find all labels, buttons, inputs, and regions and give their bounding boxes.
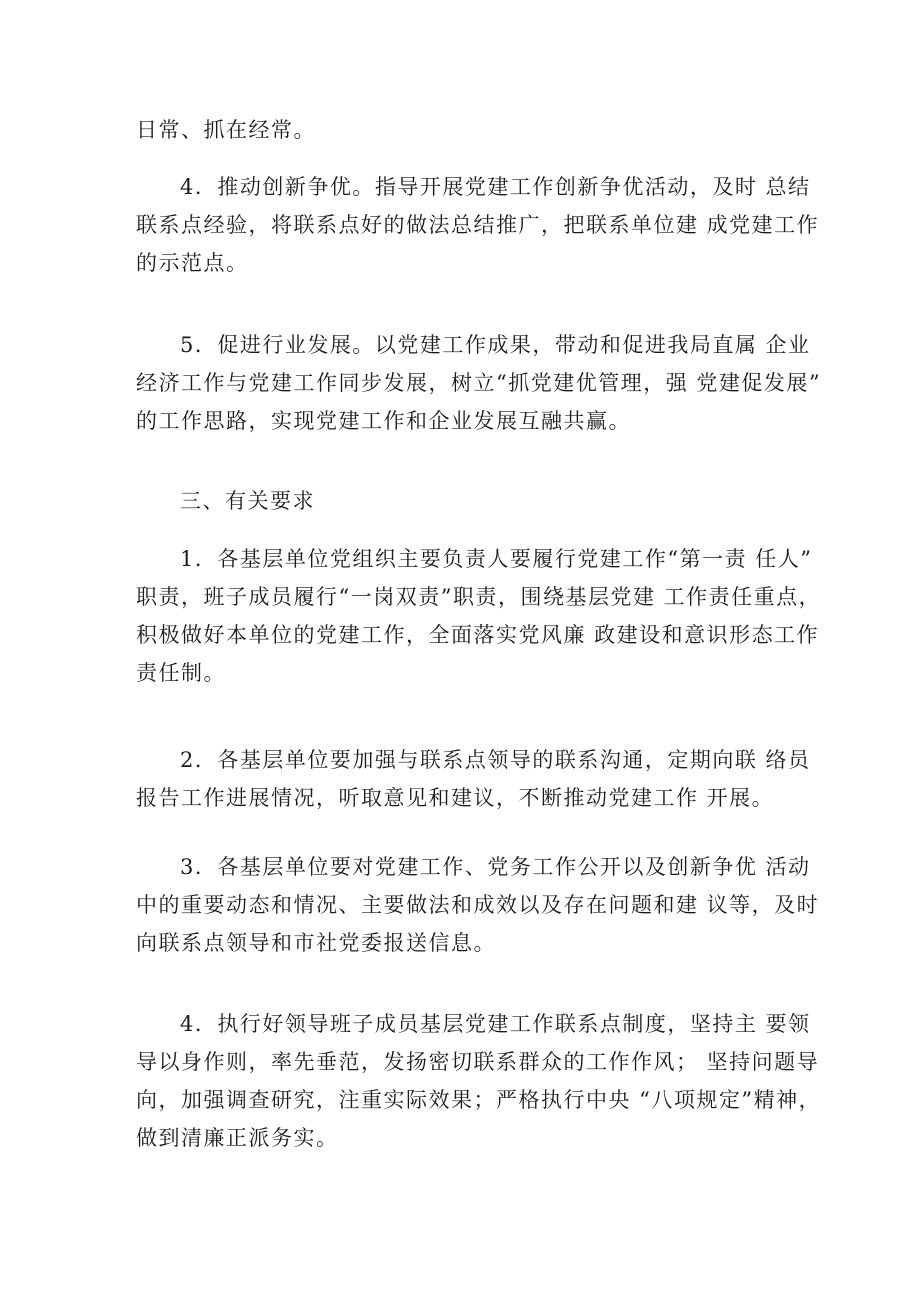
text-line: 3．各基层单位要对党建工作、党务工作公开以及创新争优 活动 [180,855,811,879]
text-line: 1．各基层单位党组织主要负责人要履行党建工作“第一责 任人” [180,547,813,571]
text-line: 积极做好本单位的党建工作，全面落实党风廉 政建设和意识形态工作 [136,623,820,647]
text-line: 联系点经验，将联系点好的做法总结推广，把联系单位建 成党建工作 [136,213,820,237]
paragraph-item-5 [136,326,822,440]
text-line: 4．推动创新争优。指导开展党建工作创新争优活动，及时 总结 [180,175,811,199]
text-line: 向联系点领导和市社党委报送信息。 [136,931,496,955]
paragraph-continuation [136,111,796,149]
text-line: 中的重要动态和情况、主要做法和成效以及存在问题和建 议等，及时 [136,893,820,917]
text-line: 责任制。 [136,661,226,685]
text-line: 经济工作与党建工作同步发展，树立“抓党建优管理，强 党建促发展” [136,371,822,395]
text-line: 向，加强调查研究，注重实际效果；严格执行中央 “八项规定”精神， [136,1088,822,1112]
text-line: 4．执行好领导班子成员基层党建工作联系点制度，坚持主 要领 [180,1012,811,1036]
requirement-item-1 [136,540,822,692]
paragraph-item-4 [136,168,820,282]
text-line: 的工作思路，实现党建工作和企业发展互融共赢。 [136,409,631,433]
text-line: 日常、抓在经常。 [136,118,316,142]
text-line: 5．促进行业发展。以党建工作成果，带动和促进我局直属 企业 [180,333,811,357]
text-line: 导以身作则，率先垂范，发扬密切联系群众的工作作风； 坚持问题导 [136,1050,820,1074]
text-line: 职责，班子成员履行“一岗双责”职责，围绕基层党建 工作责任重点， [136,585,822,609]
requirement-item-3 [136,848,820,962]
text-line: 做到清廉正派务实。 [136,1126,339,1150]
section-heading: 三、有关要求 [180,489,315,513]
requirement-item-2 [136,741,811,817]
text-line: 2．各基层单位要加强与联系点领导的联系沟通，定期向联 络员 [180,748,811,772]
requirement-item-4 [136,1005,822,1157]
text-line: 的示范点。 [136,251,249,275]
text-line: 报告工作进展情况，听取意见和建议，不断推动党建工作 开展。 [136,786,775,810]
